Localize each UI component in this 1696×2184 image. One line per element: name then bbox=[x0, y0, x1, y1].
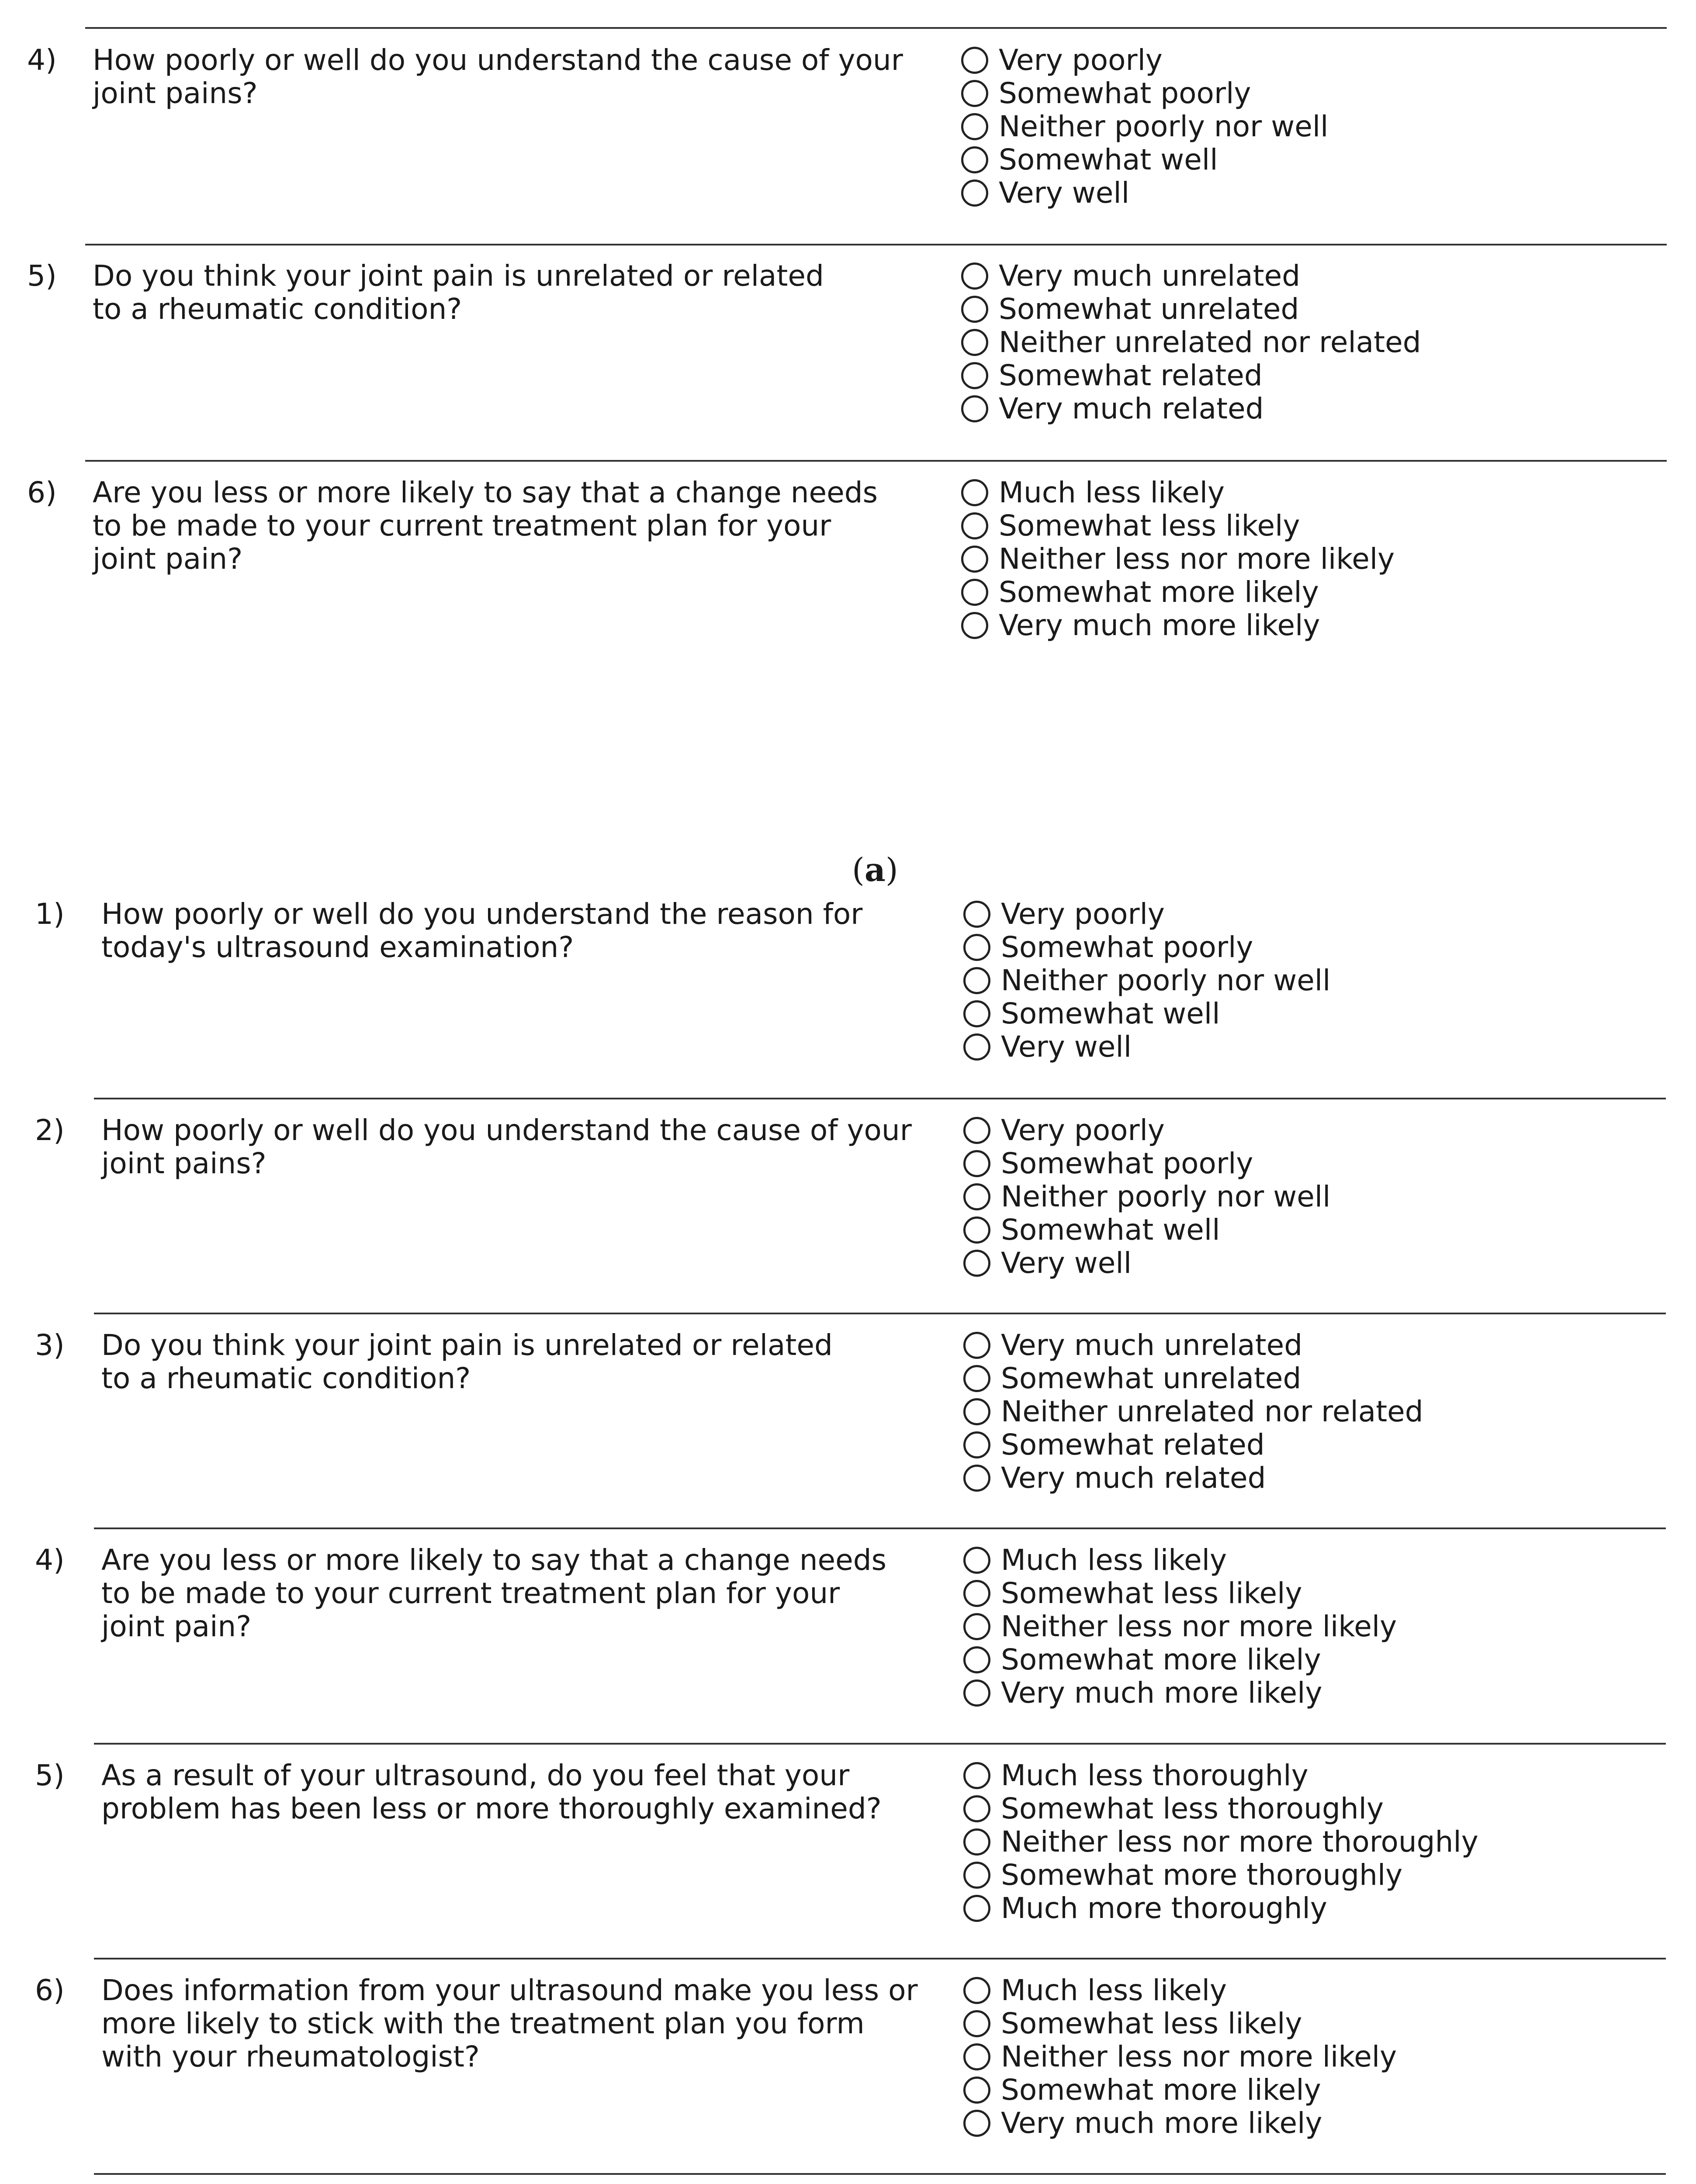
radio-button[interactable] bbox=[963, 901, 990, 928]
divider bbox=[85, 460, 1667, 462]
divider bbox=[85, 27, 1667, 29]
option-label: Somewhat less likely bbox=[1001, 1576, 1302, 1610]
question-text-line: to be made to your current treatment plan for your bbox=[93, 509, 831, 543]
question-number: 3) bbox=[35, 1328, 65, 1362]
option-label: Neither poorly nor well bbox=[1001, 964, 1331, 997]
radio-button[interactable] bbox=[963, 1431, 990, 1458]
answer-option[interactable] bbox=[963, 1974, 1397, 2007]
radio-button[interactable] bbox=[963, 1398, 990, 1425]
question-text-line: How poorly or well do you understand the reason for bbox=[101, 897, 863, 931]
answer-option[interactable] bbox=[963, 1577, 1397, 1610]
question-text-line: to a rheumatic condition? bbox=[93, 292, 462, 326]
answer-option[interactable] bbox=[961, 476, 1395, 509]
radio-button[interactable] bbox=[963, 1795, 990, 1822]
option-label: Neither unrelated nor related bbox=[999, 325, 1421, 359]
radio-button[interactable] bbox=[961, 362, 988, 389]
radio-button[interactable] bbox=[963, 1183, 990, 1210]
question-text-line: with your rheumatologist? bbox=[101, 2040, 480, 2073]
radio-button[interactable] bbox=[963, 1862, 990, 1889]
question-text-line: joint pains? bbox=[101, 1147, 267, 1180]
answer-option[interactable] bbox=[963, 1643, 1397, 1676]
option-label: Somewhat well bbox=[1001, 997, 1220, 1030]
answer-option[interactable] bbox=[963, 1395, 1423, 1428]
radio-button[interactable] bbox=[961, 546, 988, 573]
radio-button[interactable] bbox=[961, 47, 988, 74]
question-text-line: to a rheumatic condition? bbox=[101, 1362, 471, 1395]
radio-button[interactable] bbox=[963, 1828, 990, 1856]
radio-button[interactable] bbox=[963, 1977, 990, 2004]
radio-button[interactable] bbox=[961, 512, 988, 539]
option-label: Somewhat poorly bbox=[999, 76, 1251, 110]
answer-options bbox=[961, 44, 1329, 210]
question-number: 1) bbox=[35, 897, 65, 931]
answer-option[interactable] bbox=[963, 1114, 1331, 1147]
answer-option[interactable] bbox=[963, 1147, 1331, 1180]
answer-option[interactable] bbox=[963, 964, 1331, 997]
option-label: Very much unrelated bbox=[1001, 1328, 1303, 1362]
option-label: Somewhat less likely bbox=[999, 509, 1300, 543]
radio-button[interactable] bbox=[963, 1762, 990, 1789]
option-label: Somewhat well bbox=[1001, 1213, 1220, 1247]
question-text-line: Do you think your joint pain is unrelated or related bbox=[93, 259, 824, 293]
option-label: Very much unrelated bbox=[999, 259, 1301, 293]
radio-button[interactable] bbox=[963, 967, 990, 994]
answer-option[interactable] bbox=[961, 392, 1421, 425]
option-label: Very much related bbox=[999, 392, 1264, 425]
option-label: Very much more likely bbox=[1001, 1676, 1322, 1710]
answer-option[interactable] bbox=[963, 1825, 1478, 1859]
question-text bbox=[101, 1114, 931, 1180]
question-text-line: more likely to stick with the treatment plan you form bbox=[101, 2007, 865, 2040]
question-text-line: Are you less or more likely to say that a change needs bbox=[93, 476, 878, 509]
answer-option[interactable] bbox=[963, 1544, 1397, 1577]
answer-option[interactable] bbox=[963, 2073, 1397, 2107]
answer-option[interactable] bbox=[963, 1676, 1397, 1710]
option-label: Neither poorly nor well bbox=[1001, 1180, 1331, 1213]
radio-button[interactable] bbox=[961, 479, 988, 506]
option-label: Very poorly bbox=[999, 43, 1163, 77]
radio-button[interactable] bbox=[961, 296, 988, 323]
question-number: 4) bbox=[35, 1543, 65, 1577]
option-label: Neither less nor more likely bbox=[1001, 1610, 1397, 1643]
radio-button[interactable] bbox=[963, 1895, 990, 1922]
option-label: Very well bbox=[1001, 1246, 1132, 1280]
answer-option[interactable] bbox=[963, 1462, 1423, 1495]
radio-button[interactable] bbox=[961, 579, 988, 606]
divider bbox=[94, 1958, 1666, 1959]
question-text-line: problem has been less or more thoroughly examined? bbox=[101, 1792, 882, 1825]
answer-option[interactable] bbox=[961, 609, 1395, 642]
question-number: 5) bbox=[27, 259, 57, 293]
figure-caption-a: (a) bbox=[852, 851, 898, 889]
radio-button[interactable] bbox=[963, 1250, 990, 1277]
question-text-line: Does information from your ultrasound make you less or bbox=[101, 1973, 918, 2007]
answer-option[interactable] bbox=[963, 1180, 1331, 1213]
radio-button[interactable] bbox=[963, 1465, 990, 1492]
option-label: Much less likely bbox=[1001, 1543, 1227, 1577]
option-label: Much less thoroughly bbox=[1001, 1759, 1308, 1792]
answer-options bbox=[963, 1974, 1397, 2140]
option-label: Neither less nor more thoroughly bbox=[1001, 1825, 1478, 1859]
answer-option[interactable] bbox=[963, 1213, 1331, 1247]
radio-button[interactable] bbox=[963, 2043, 990, 2070]
option-label: Somewhat unrelated bbox=[1001, 1362, 1301, 1395]
question-text bbox=[93, 259, 923, 326]
option-label: Somewhat more thoroughly bbox=[1001, 1858, 1403, 1892]
answer-option[interactable] bbox=[961, 77, 1329, 110]
question-text-line: to be made to your current treatment plan for your bbox=[101, 1576, 840, 1610]
radio-button[interactable] bbox=[961, 180, 988, 207]
option-label: Neither unrelated nor related bbox=[1001, 1395, 1423, 1428]
radio-button[interactable] bbox=[963, 1332, 990, 1359]
answer-option[interactable] bbox=[963, 1030, 1331, 1064]
answer-option[interactable] bbox=[963, 1329, 1423, 1362]
divider bbox=[85, 244, 1667, 245]
answer-option[interactable] bbox=[963, 1759, 1478, 1792]
answer-options bbox=[963, 898, 1331, 1064]
question-text bbox=[101, 1759, 931, 1825]
question-text-line: As a result of your ultrasound, do you feel that your bbox=[101, 1759, 850, 1792]
answer-option[interactable] bbox=[963, 931, 1331, 964]
option-label: Somewhat more likely bbox=[1001, 1643, 1321, 1676]
radio-button[interactable] bbox=[963, 1033, 990, 1061]
option-label: Very well bbox=[999, 176, 1130, 210]
option-label: Somewhat well bbox=[999, 143, 1218, 176]
option-label: Somewhat related bbox=[999, 359, 1263, 392]
option-label: Somewhat poorly bbox=[1001, 1147, 1253, 1180]
answer-options bbox=[963, 1544, 1397, 1710]
answer-option[interactable] bbox=[963, 1892, 1478, 1925]
question-text-line: Do you think your joint pain is unrelated or related bbox=[101, 1328, 833, 1362]
question-text bbox=[93, 476, 923, 576]
question-number: 2) bbox=[35, 1113, 65, 1147]
question-text bbox=[101, 1329, 931, 1395]
divider bbox=[94, 2173, 1666, 2175]
radio-button[interactable] bbox=[963, 1646, 990, 1673]
answer-options bbox=[963, 1329, 1423, 1495]
divider bbox=[94, 1098, 1666, 1099]
divider bbox=[94, 1743, 1666, 1745]
radio-button[interactable] bbox=[963, 2110, 990, 2137]
question-text bbox=[93, 44, 923, 110]
question-text bbox=[101, 898, 931, 964]
option-label: Somewhat more likely bbox=[1001, 2073, 1321, 2107]
question-text-line: How poorly or well do you understand the cause of your bbox=[101, 1113, 912, 1147]
radio-button[interactable] bbox=[961, 329, 988, 356]
answer-options bbox=[963, 1114, 1331, 1280]
answer-option[interactable] bbox=[961, 110, 1329, 143]
answer-option[interactable] bbox=[963, 1247, 1331, 1280]
radio-button[interactable] bbox=[963, 1547, 990, 1574]
option-label: Very much more likely bbox=[1001, 2106, 1322, 2140]
radio-button[interactable] bbox=[963, 1150, 990, 1177]
radio-button[interactable] bbox=[961, 113, 988, 140]
answer-option[interactable] bbox=[961, 576, 1395, 609]
answer-option[interactable] bbox=[961, 326, 1421, 359]
answer-option[interactable] bbox=[963, 1792, 1478, 1825]
question-number: 6) bbox=[27, 476, 57, 509]
option-label: Somewhat less thoroughly bbox=[1001, 1792, 1384, 1825]
option-label: Very much related bbox=[1001, 1461, 1266, 1495]
radio-button[interactable] bbox=[961, 80, 988, 107]
option-label: Neither less nor more likely bbox=[999, 542, 1395, 576]
answer-options bbox=[961, 476, 1395, 642]
option-label: Very poorly bbox=[1001, 897, 1165, 931]
option-label: Much more thoroughly bbox=[1001, 1891, 1327, 1925]
option-label: Somewhat more likely bbox=[999, 575, 1319, 609]
answer-option[interactable] bbox=[961, 176, 1329, 210]
radio-button[interactable] bbox=[963, 1580, 990, 1607]
answer-option[interactable] bbox=[963, 997, 1331, 1030]
option-label: Neither less nor more likely bbox=[1001, 2040, 1397, 2073]
option-label: Very much more likely bbox=[999, 608, 1320, 642]
option-label: Neither poorly nor well bbox=[999, 110, 1329, 143]
radio-button[interactable] bbox=[963, 2010, 990, 2037]
question-text-line: How poorly or well do you understand the cause of your bbox=[93, 43, 903, 77]
answer-options bbox=[963, 1759, 1478, 1925]
radio-button[interactable] bbox=[963, 934, 990, 961]
radio-button[interactable] bbox=[963, 1679, 990, 1707]
divider bbox=[94, 1527, 1666, 1529]
answer-option[interactable] bbox=[963, 2040, 1397, 2073]
answer-option[interactable] bbox=[963, 1859, 1478, 1892]
option-label: Much less likely bbox=[1001, 1973, 1227, 2007]
divider bbox=[94, 1313, 1666, 1314]
question-text-line: joint pains? bbox=[93, 76, 258, 110]
answer-option[interactable] bbox=[961, 259, 1421, 293]
radio-button[interactable] bbox=[963, 1613, 990, 1640]
answer-option[interactable] bbox=[963, 1428, 1423, 1462]
option-label: Somewhat related bbox=[1001, 1428, 1265, 1462]
answer-option[interactable] bbox=[963, 1362, 1423, 1395]
answer-option[interactable] bbox=[961, 509, 1395, 543]
option-label: Somewhat poorly bbox=[1001, 930, 1253, 964]
question-text-line: joint pain? bbox=[101, 1610, 252, 1643]
question-text-line: today's ultrasound examination? bbox=[101, 930, 574, 964]
radio-button[interactable] bbox=[963, 2077, 990, 2104]
radio-button[interactable] bbox=[961, 612, 988, 639]
caption-letter: a bbox=[864, 851, 886, 889]
radio-button[interactable] bbox=[963, 1000, 990, 1027]
radio-button[interactable] bbox=[961, 263, 988, 290]
radio-button[interactable] bbox=[963, 1117, 990, 1144]
radio-button[interactable] bbox=[963, 1216, 990, 1244]
radio-button[interactable] bbox=[961, 146, 988, 173]
question-text bbox=[101, 1974, 931, 2073]
answer-option[interactable] bbox=[961, 293, 1421, 326]
question-number: 6) bbox=[35, 1973, 65, 2007]
answer-option[interactable] bbox=[963, 2007, 1397, 2040]
answer-option[interactable] bbox=[963, 2107, 1397, 2140]
answer-option[interactable] bbox=[963, 1610, 1397, 1643]
option-label: Somewhat less likely bbox=[1001, 2007, 1302, 2040]
option-label: Very well bbox=[1001, 1030, 1132, 1064]
question-number: 4) bbox=[27, 43, 57, 77]
question-number: 5) bbox=[35, 1759, 65, 1792]
radio-button[interactable] bbox=[961, 395, 988, 422]
question-text bbox=[101, 1544, 931, 1643]
answer-option[interactable] bbox=[961, 543, 1395, 576]
option-label: Very poorly bbox=[1001, 1113, 1165, 1147]
answer-options bbox=[961, 259, 1421, 425]
answer-option[interactable] bbox=[963, 898, 1331, 931]
option-label: Somewhat unrelated bbox=[999, 292, 1299, 326]
radio-button[interactable] bbox=[963, 1365, 990, 1392]
answer-option[interactable] bbox=[961, 359, 1421, 392]
answer-option[interactable] bbox=[961, 44, 1329, 77]
question-text-line: Are you less or more likely to say that a change needs bbox=[101, 1543, 887, 1577]
question-text-line: joint pain? bbox=[93, 542, 243, 576]
option-label: Much less likely bbox=[999, 476, 1225, 509]
answer-option[interactable] bbox=[961, 143, 1329, 176]
